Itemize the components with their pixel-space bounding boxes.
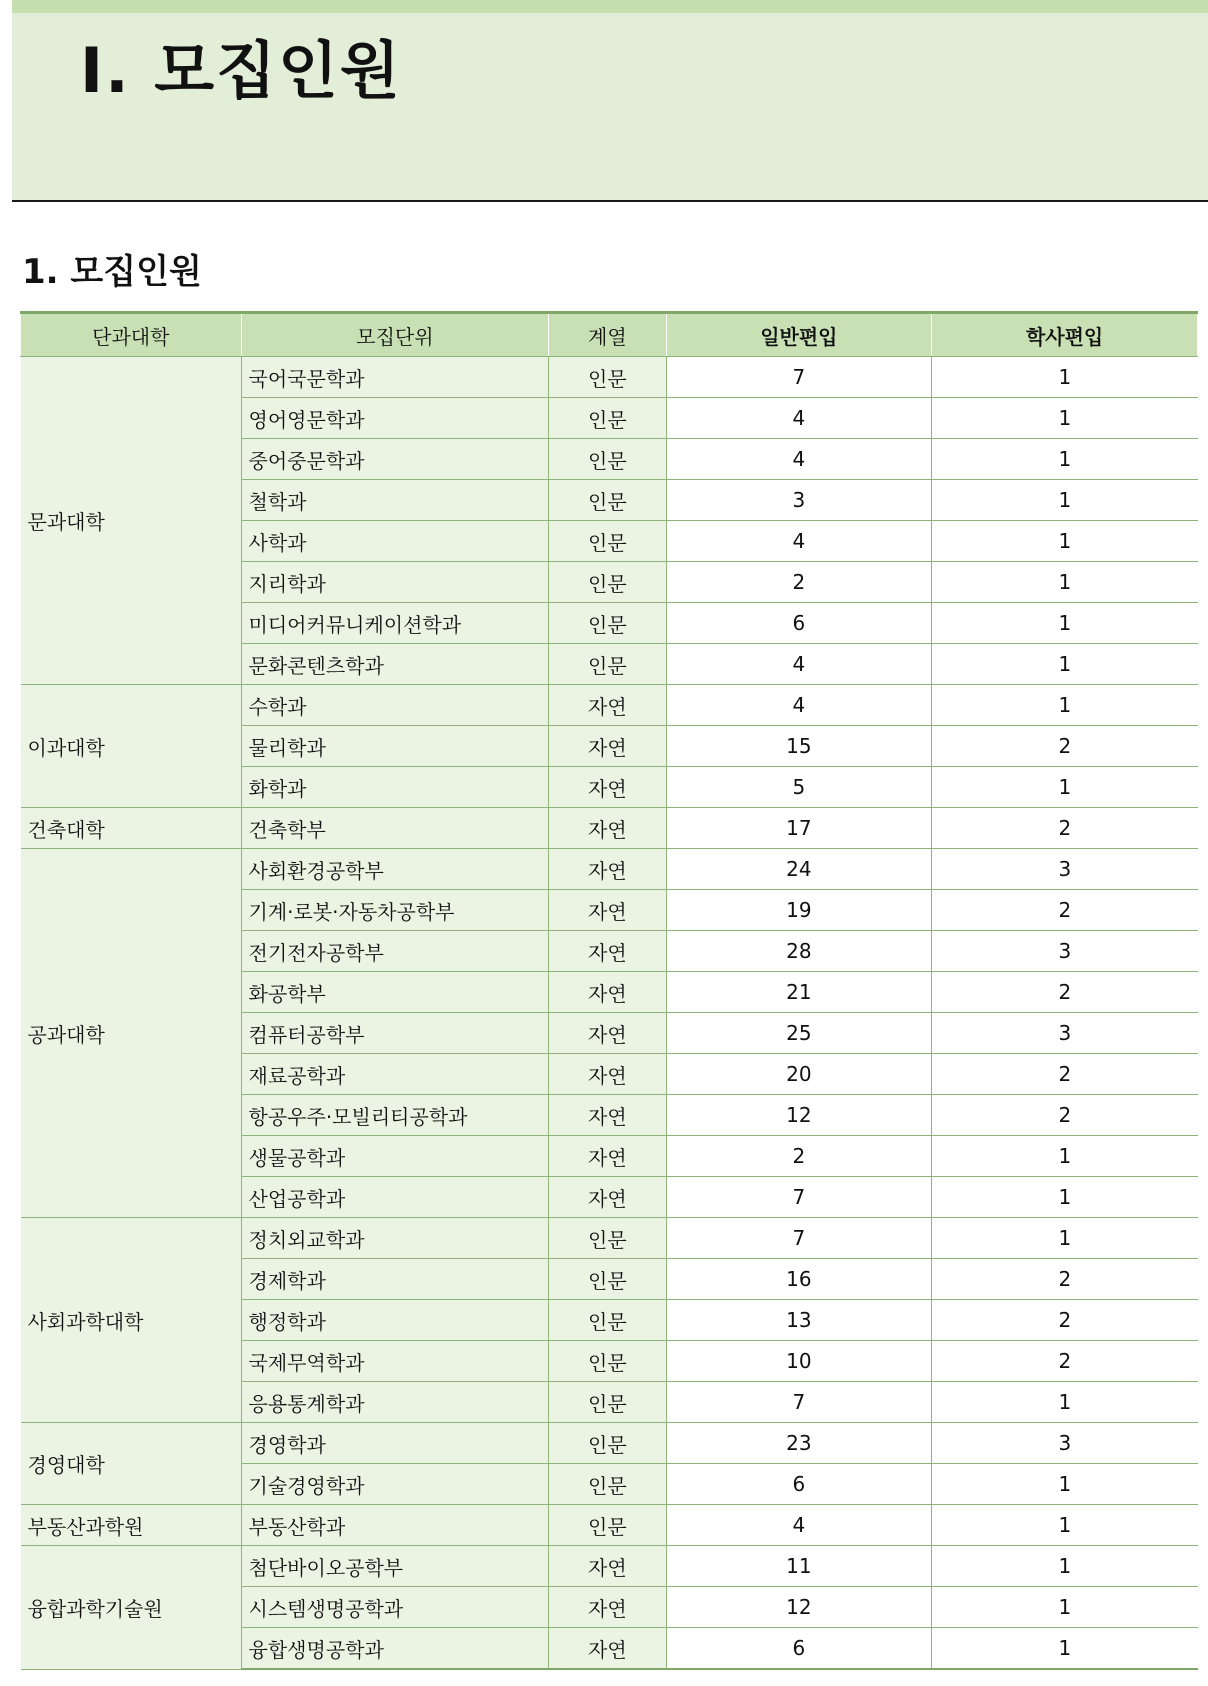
- category-cell: 자연: [549, 890, 666, 931]
- bachelor-transfer-cell: 2: [932, 808, 1198, 849]
- general-transfer-cell: 19: [666, 890, 932, 931]
- general-transfer-cell: 2: [666, 1136, 932, 1177]
- bachelor-transfer-cell: 2: [932, 1259, 1198, 1300]
- unit-cell: 화학과: [241, 767, 549, 808]
- bachelor-transfer-cell: 1: [932, 521, 1198, 562]
- unit-cell: 첨단바이오공학부: [241, 1546, 549, 1587]
- category-cell: 자연: [549, 1095, 666, 1136]
- college-cell: 공과대학: [21, 849, 242, 1218]
- bachelor-transfer-cell: 1: [932, 1464, 1198, 1505]
- table-row: [21, 849, 1198, 890]
- general-transfer-cell: 16: [666, 1259, 932, 1300]
- college-cell: 문과대학: [21, 357, 242, 685]
- general-transfer-cell: 7: [666, 1218, 932, 1259]
- bachelor-transfer-cell: 3: [932, 931, 1198, 972]
- unit-cell: 건축학부: [241, 808, 549, 849]
- unit-cell: 경영학과: [241, 1423, 549, 1464]
- category-cell: 자연: [549, 1177, 666, 1218]
- general-transfer-cell: 5: [666, 767, 932, 808]
- bachelor-transfer-cell: 2: [932, 1054, 1198, 1095]
- general-transfer-cell: 12: [666, 1095, 932, 1136]
- college-cell: 이과대학: [21, 685, 242, 808]
- category-cell: 자연: [549, 808, 666, 849]
- category-cell: 자연: [549, 767, 666, 808]
- unit-cell: 시스템생명공학과: [241, 1587, 549, 1628]
- table-row: [21, 357, 1198, 398]
- general-transfer-cell: 21: [666, 972, 932, 1013]
- general-transfer-cell: 6: [666, 1628, 932, 1670]
- category-cell: 인문: [549, 1423, 666, 1464]
- general-transfer-cell: 7: [666, 357, 932, 398]
- college-cell: 건축대학: [21, 808, 242, 849]
- unit-cell: 산업공학과: [241, 1177, 549, 1218]
- general-transfer-cell: 15: [666, 726, 932, 767]
- category-cell: 인문: [549, 1382, 666, 1423]
- bachelor-transfer-cell: 3: [932, 1013, 1198, 1054]
- category-cell: 자연: [549, 726, 666, 767]
- general-transfer-cell: 7: [666, 1177, 932, 1218]
- category-cell: 인문: [549, 357, 666, 398]
- bachelor-transfer-cell: 1: [932, 1382, 1198, 1423]
- bachelor-transfer-cell: 1: [932, 1628, 1198, 1670]
- unit-cell: 국어국문학과: [241, 357, 549, 398]
- category-cell: 인문: [549, 521, 666, 562]
- header-bachelor-transfer: 학사편입: [932, 313, 1198, 357]
- category-cell: 인문: [549, 1505, 666, 1546]
- table-row: [21, 685, 1198, 726]
- unit-cell: 물리학과: [241, 726, 549, 767]
- unit-cell: 철학과: [241, 480, 549, 521]
- header-unit: 모집단위: [241, 313, 549, 357]
- category-cell: 인문: [549, 480, 666, 521]
- bachelor-transfer-cell: 1: [932, 1218, 1198, 1259]
- general-transfer-cell: 4: [666, 398, 932, 439]
- unit-cell: 정치외교학과: [241, 1218, 549, 1259]
- table-row: [21, 1505, 1198, 1546]
- unit-cell: 미디어커뮤니케이션학과: [241, 603, 549, 644]
- unit-cell: 사학과: [241, 521, 549, 562]
- category-cell: 인문: [549, 1464, 666, 1505]
- table-row: [21, 1546, 1198, 1587]
- category-cell: 자연: [549, 1587, 666, 1628]
- unit-cell: 전기전자공학부: [241, 931, 549, 972]
- table-row: [21, 1218, 1198, 1259]
- category-cell: 인문: [549, 1259, 666, 1300]
- unit-cell: 부동산학과: [241, 1505, 549, 1546]
- general-transfer-cell: 10: [666, 1341, 932, 1382]
- bachelor-transfer-cell: 1: [932, 767, 1198, 808]
- general-transfer-cell: 4: [666, 644, 932, 685]
- bachelor-transfer-cell: 2: [932, 726, 1198, 767]
- category-cell: 인문: [549, 644, 666, 685]
- general-transfer-cell: 4: [666, 521, 932, 562]
- bachelor-transfer-cell: 2: [932, 972, 1198, 1013]
- general-transfer-cell: 13: [666, 1300, 932, 1341]
- unit-cell: 생물공학과: [241, 1136, 549, 1177]
- chapter-banner: [12, 0, 1208, 202]
- unit-cell: 융합생명공학과: [241, 1628, 549, 1670]
- general-transfer-cell: 4: [666, 685, 932, 726]
- college-cell: 융합과학기술원: [21, 1546, 242, 1670]
- category-cell: 자연: [549, 972, 666, 1013]
- section-title: 1. 모집인원: [22, 252, 202, 292]
- category-cell: 인문: [549, 1341, 666, 1382]
- table-header-row: [21, 313, 1198, 357]
- general-transfer-cell: 28: [666, 931, 932, 972]
- general-transfer-cell: 12: [666, 1587, 932, 1628]
- bachelor-transfer-cell: 1: [932, 357, 1198, 398]
- unit-cell: 응용통계학과: [241, 1382, 549, 1423]
- general-transfer-cell: 4: [666, 1505, 932, 1546]
- general-transfer-cell: 17: [666, 808, 932, 849]
- category-cell: 자연: [549, 1136, 666, 1177]
- category-cell: 자연: [549, 1546, 666, 1587]
- bachelor-transfer-cell: 1: [932, 1136, 1198, 1177]
- unit-cell: 수학과: [241, 685, 549, 726]
- bachelor-transfer-cell: 1: [932, 398, 1198, 439]
- general-transfer-cell: 20: [666, 1054, 932, 1095]
- bachelor-transfer-cell: 3: [932, 1423, 1198, 1464]
- unit-cell: 화공학부: [241, 972, 549, 1013]
- header-general-transfer: 일반편입: [666, 313, 932, 357]
- college-cell: 경영대학: [21, 1423, 242, 1505]
- bachelor-transfer-cell: 1: [932, 1587, 1198, 1628]
- general-transfer-cell: 2: [666, 562, 932, 603]
- bachelor-transfer-cell: 1: [932, 1546, 1198, 1587]
- unit-cell: 지리학과: [241, 562, 549, 603]
- bachelor-transfer-cell: 2: [932, 890, 1198, 931]
- unit-cell: 영어영문학과: [241, 398, 549, 439]
- general-transfer-cell: 24: [666, 849, 932, 890]
- category-cell: 자연: [549, 1054, 666, 1095]
- unit-cell: 행정학과: [241, 1300, 549, 1341]
- bachelor-transfer-cell: 1: [932, 644, 1198, 685]
- category-cell: 인문: [549, 1218, 666, 1259]
- header-category: 계열: [549, 313, 666, 357]
- college-cell: 부동산과학원: [21, 1505, 242, 1546]
- unit-cell: 국제무역학과: [241, 1341, 549, 1382]
- bachelor-transfer-cell: 1: [932, 1177, 1198, 1218]
- general-transfer-cell: 6: [666, 603, 932, 644]
- unit-cell: 컴퓨터공학부: [241, 1013, 549, 1054]
- table-row: [21, 808, 1198, 849]
- category-cell: 인문: [549, 439, 666, 480]
- table-row: [21, 1423, 1198, 1464]
- bachelor-transfer-cell: 1: [932, 685, 1198, 726]
- college-cell: 사회과학대학: [21, 1218, 242, 1423]
- bachelor-transfer-cell: 2: [932, 1341, 1198, 1382]
- bachelor-transfer-cell: 1: [932, 480, 1198, 521]
- unit-cell: 재료공학과: [241, 1054, 549, 1095]
- table-body: [21, 357, 1198, 1670]
- unit-cell: 사회환경공학부: [241, 849, 549, 890]
- general-transfer-cell: 11: [666, 1546, 932, 1587]
- category-cell: 자연: [549, 849, 666, 890]
- category-cell: 인문: [549, 398, 666, 439]
- general-transfer-cell: 6: [666, 1464, 932, 1505]
- recruitment-table: [20, 311, 1198, 1670]
- category-cell: 자연: [549, 931, 666, 972]
- category-cell: 자연: [549, 1628, 666, 1670]
- category-cell: 인문: [549, 603, 666, 644]
- unit-cell: 중어중문학과: [241, 439, 549, 480]
- general-transfer-cell: 4: [666, 439, 932, 480]
- unit-cell: 항공우주·모빌리티공학과: [241, 1095, 549, 1136]
- bachelor-transfer-cell: 2: [932, 1095, 1198, 1136]
- category-cell: 자연: [549, 1013, 666, 1054]
- bachelor-transfer-cell: 1: [932, 1505, 1198, 1546]
- general-transfer-cell: 25: [666, 1013, 932, 1054]
- general-transfer-cell: 7: [666, 1382, 932, 1423]
- chapter-title: Ⅰ. 모집인원: [80, 34, 402, 107]
- general-transfer-cell: 3: [666, 480, 932, 521]
- unit-cell: 기계·로봇·자동차공학부: [241, 890, 549, 931]
- bachelor-transfer-cell: 2: [932, 1300, 1198, 1341]
- bachelor-transfer-cell: 1: [932, 562, 1198, 603]
- bachelor-transfer-cell: 1: [932, 439, 1198, 480]
- bachelor-transfer-cell: 1: [932, 603, 1198, 644]
- header-college: 단과대학: [21, 313, 242, 357]
- category-cell: 인문: [549, 562, 666, 603]
- general-transfer-cell: 23: [666, 1423, 932, 1464]
- category-cell: 자연: [549, 685, 666, 726]
- bachelor-transfer-cell: 3: [932, 849, 1198, 890]
- unit-cell: 문화콘텐츠학과: [241, 644, 549, 685]
- unit-cell: 기술경영학과: [241, 1464, 549, 1505]
- category-cell: 인문: [549, 1300, 666, 1341]
- unit-cell: 경제학과: [241, 1259, 549, 1300]
